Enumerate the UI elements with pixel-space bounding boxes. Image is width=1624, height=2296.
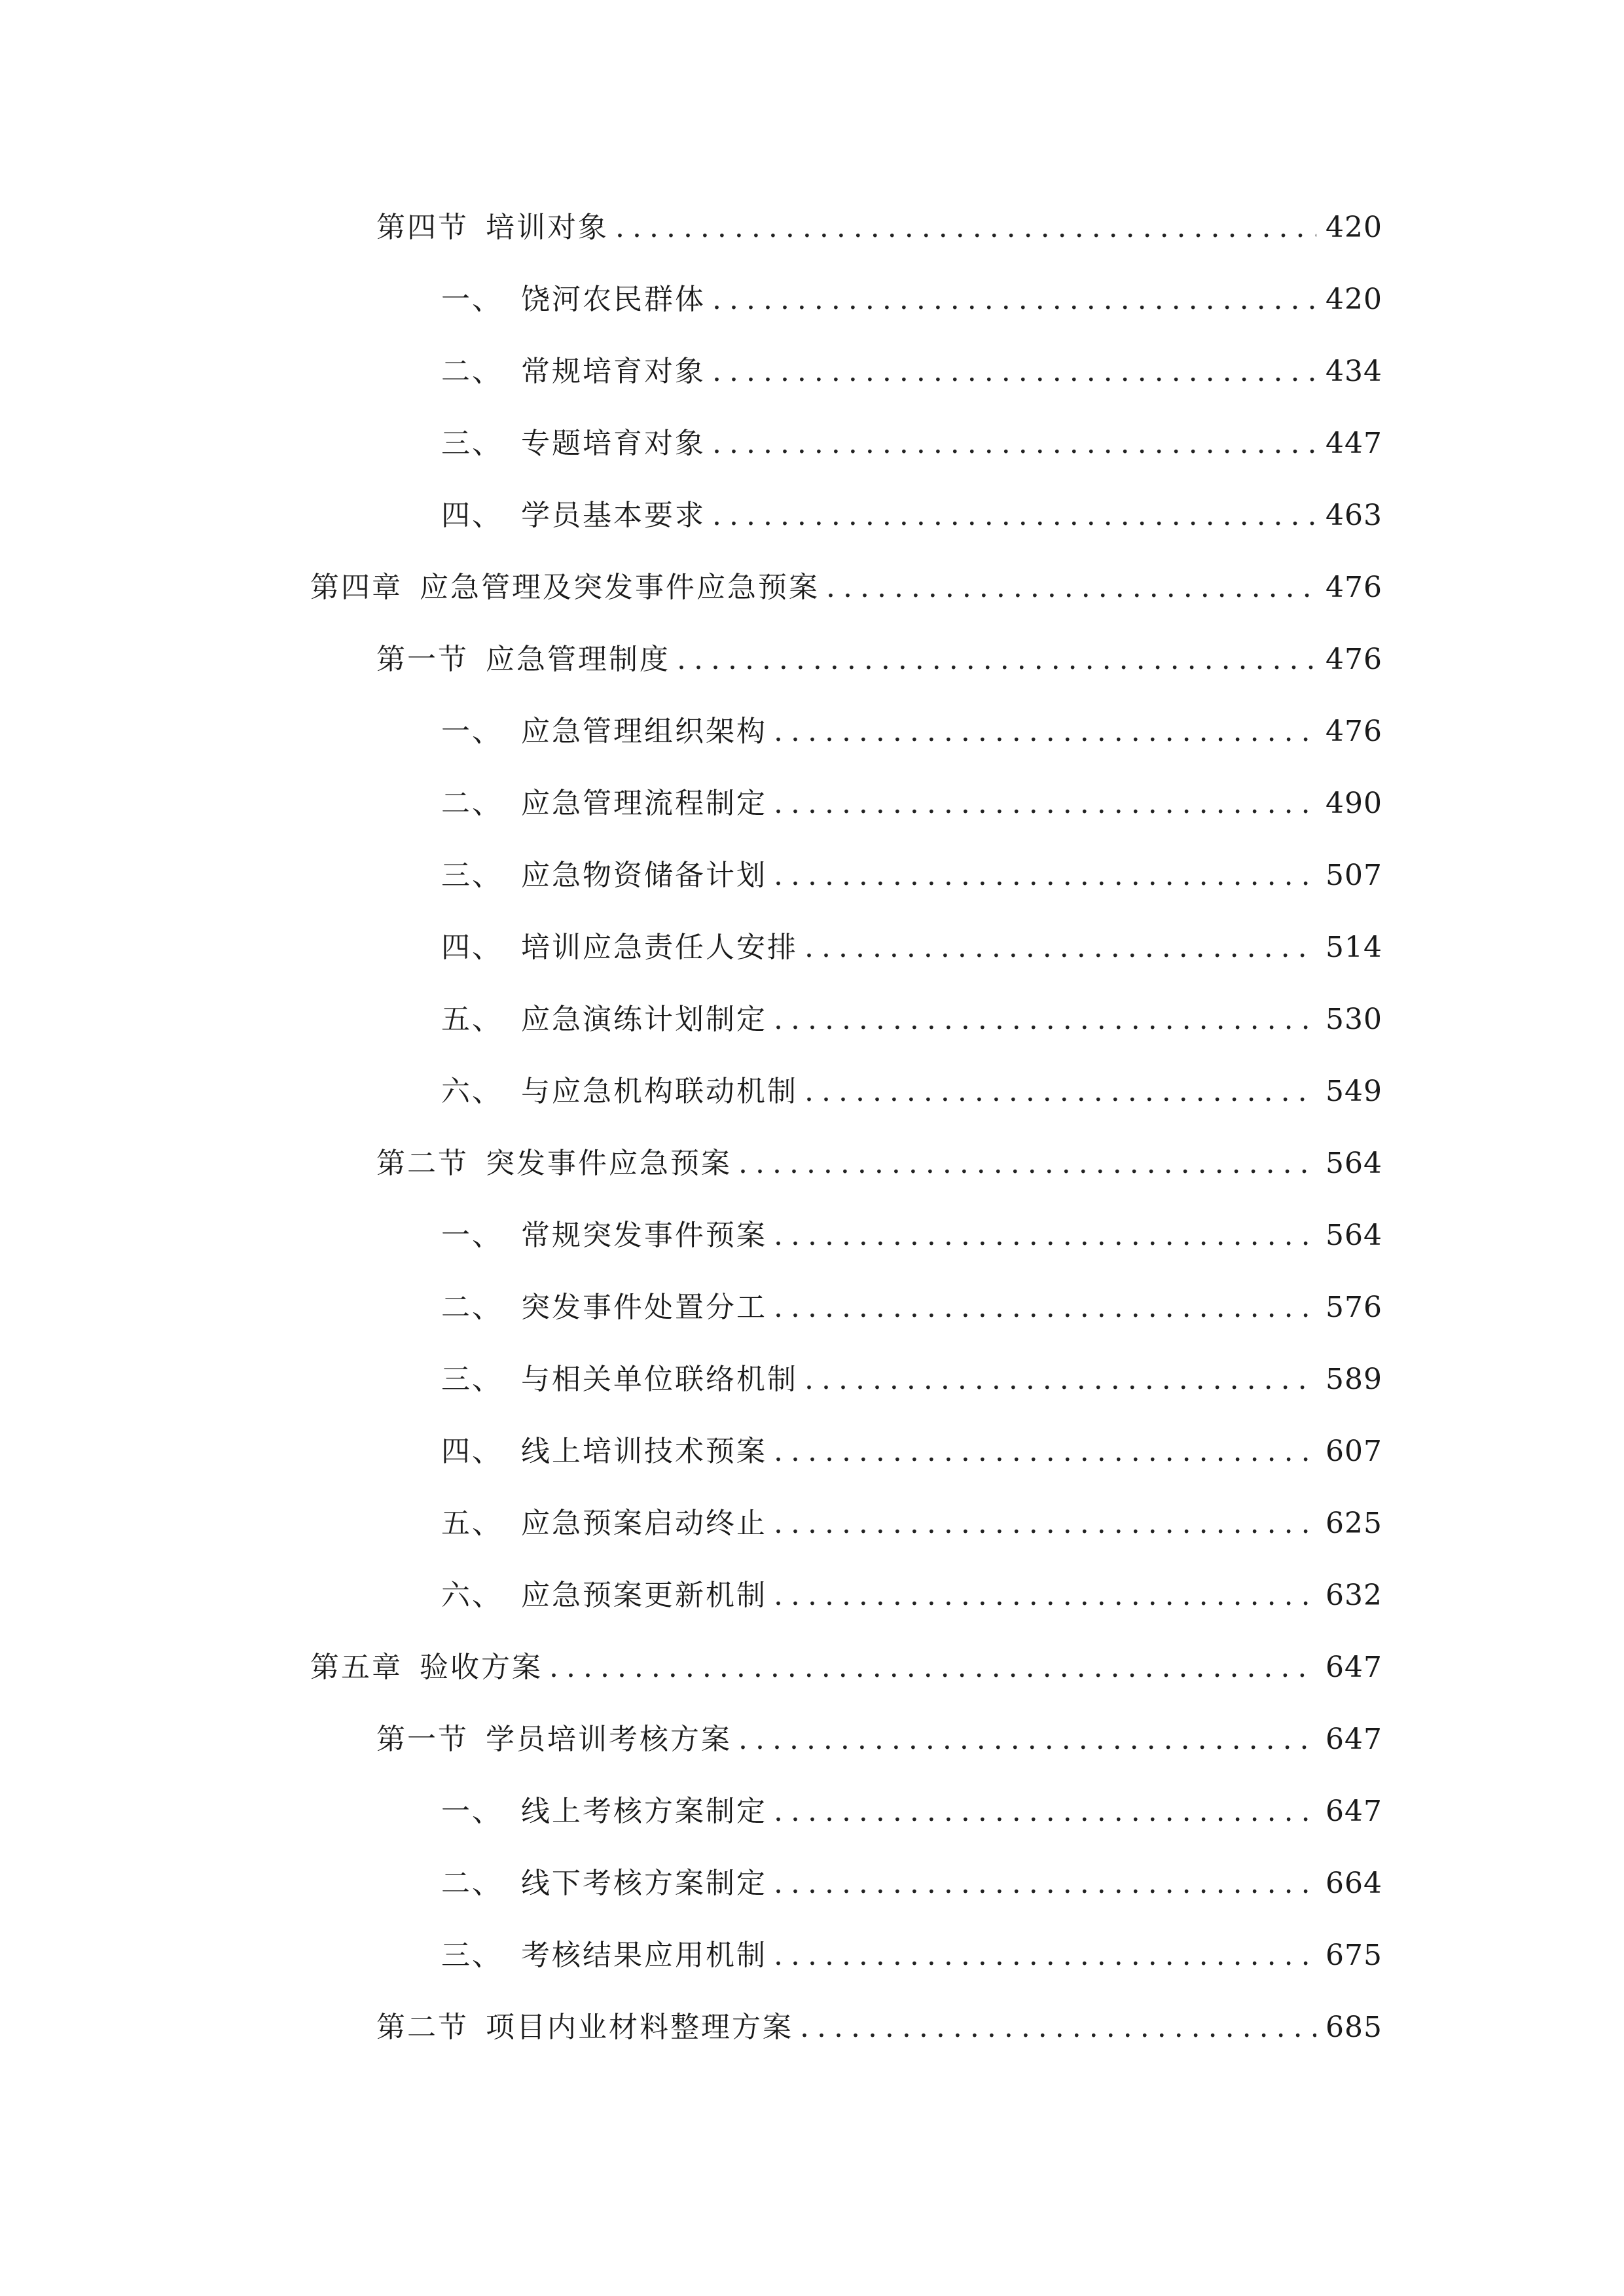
- toc-entry-item[interactable]: [441, 928, 1380, 967]
- toc-entry-number: 二、: [441, 355, 503, 388]
- toc-entry-label: [441, 1504, 767, 1543]
- toc-entry-item[interactable]: [441, 1360, 1380, 1399]
- toc-entry-number: 第一节: [376, 1723, 469, 1756]
- toc-dot-leader: [712, 496, 1316, 535]
- toc-entry-item[interactable]: [441, 1792, 1380, 1831]
- toc-entry-number: 二、: [441, 1291, 503, 1324]
- toc-entry-label: [376, 640, 670, 679]
- toc-entry-label: [441, 1072, 798, 1111]
- toc-entry-title: 应急管理及突发事件应急预案: [420, 571, 820, 604]
- toc-dot-leader: [774, 1504, 1316, 1543]
- toc-entry-title: 应急管理制度: [486, 643, 670, 676]
- toc-entry-label: [441, 856, 767, 895]
- toc-entry-label: [441, 1432, 767, 1471]
- toc-entry-section[interactable]: [376, 1720, 1380, 1759]
- toc-dot-leader: [800, 2008, 1316, 2047]
- toc-entry-title: 与相关单位联络机制: [521, 1363, 798, 1396]
- toc-entry-title: 线上考核方案制定: [521, 1795, 767, 1828]
- toc-entry-number: 六、: [441, 1579, 503, 1612]
- toc-page-number: 476: [1326, 571, 1382, 604]
- toc-dot-leader: [774, 712, 1316, 751]
- toc-entry-title: 突发事件应急预案: [486, 1147, 732, 1180]
- toc-entry-label: [441, 1936, 767, 1975]
- toc-dot-leader: [774, 1864, 1316, 1903]
- toc-entry-chapter[interactable]: [310, 568, 1380, 607]
- toc-entry-number: 一、: [441, 715, 503, 748]
- toc-dot-leader: [677, 640, 1316, 679]
- toc-page-number: 507: [1326, 859, 1382, 892]
- toc-entry-item[interactable]: [441, 1864, 1380, 1903]
- toc-page-number: 664: [1326, 1867, 1382, 1900]
- toc-entry-title: 常规突发事件预案: [521, 1219, 767, 1252]
- toc-entry-section[interactable]: [376, 1144, 1380, 1183]
- toc-entry-item[interactable]: [441, 784, 1380, 823]
- toc-dot-leader: [712, 424, 1316, 463]
- toc-entry-label: [310, 568, 820, 607]
- toc-entry-label: [441, 1288, 767, 1327]
- toc-entry-item[interactable]: [441, 280, 1380, 319]
- toc-entry-number: 四、: [441, 499, 503, 532]
- toc-page-number: 564: [1326, 1147, 1382, 1180]
- toc-entry-title: 培训对象: [486, 211, 609, 244]
- toc-entry-number: 三、: [441, 859, 503, 892]
- toc-entry-number: 二、: [441, 787, 503, 820]
- toc-page-number: 607: [1326, 1435, 1382, 1468]
- toc-entry-number: 第一节: [376, 643, 469, 676]
- toc-entry-number: 三、: [441, 1939, 503, 1972]
- toc-entry-label: [376, 1720, 732, 1759]
- toc-entry-item[interactable]: [441, 1288, 1380, 1327]
- toc-entry-label: [441, 784, 767, 823]
- toc-entry-label: [441, 1000, 767, 1039]
- toc-entry-label: [441, 928, 798, 967]
- toc-dot-leader: [826, 568, 1316, 607]
- toc-entry-label: [376, 2008, 793, 2047]
- toc-dot-leader: [774, 1576, 1316, 1615]
- toc-entry-title: 验收方案: [420, 1651, 543, 1684]
- toc-dot-leader: [712, 280, 1316, 319]
- toc-page-number: 476: [1326, 715, 1382, 748]
- toc-dot-leader: [804, 928, 1316, 967]
- toc-dot-leader: [774, 1288, 1316, 1327]
- toc-entry-title: 常规培育对象: [521, 355, 706, 388]
- toc-entry-title: 学员基本要求: [521, 499, 706, 532]
- toc-page-number: 434: [1326, 355, 1382, 388]
- toc-page-number: 490: [1326, 787, 1382, 820]
- toc-page-number: 647: [1326, 1651, 1382, 1684]
- toc-page-number: 647: [1326, 1795, 1382, 1828]
- toc-entry-title: 应急预案更新机制: [521, 1579, 767, 1612]
- toc-entry-title: 应急管理组织架构: [521, 715, 767, 748]
- toc-entry-number: 第四章: [310, 571, 403, 604]
- toc-page-number: 476: [1326, 643, 1382, 676]
- toc-entry-item[interactable]: [441, 424, 1380, 463]
- toc-entry-number: 一、: [441, 1219, 503, 1252]
- toc-entry-number: 三、: [441, 1363, 503, 1396]
- toc-entry-number: 二、: [441, 1867, 503, 1900]
- toc-entry-title: 线上培训技术预案: [521, 1435, 767, 1468]
- toc-page-number: 589: [1326, 1363, 1382, 1396]
- toc-dot-leader: [774, 1000, 1316, 1039]
- toc-entry-number: 一、: [441, 1795, 503, 1828]
- toc-entry-number: 第二节: [376, 2011, 469, 2044]
- toc-dot-leader: [774, 856, 1316, 895]
- toc-entry-label: [441, 280, 706, 319]
- toc-entry-number: 第二节: [376, 1147, 469, 1180]
- toc-entry-label: [376, 208, 609, 247]
- toc-entry-section[interactable]: [376, 2008, 1380, 2047]
- toc-entry-number: 四、: [441, 931, 503, 964]
- toc-page-number: 647: [1326, 1723, 1382, 1756]
- toc-page-number: 420: [1326, 211, 1382, 244]
- toc-dot-leader: [804, 1072, 1316, 1111]
- toc-entry-title: 应急演练计划制定: [521, 1003, 767, 1036]
- toc-entry-label: [441, 712, 767, 751]
- toc-entry-label: [441, 1216, 767, 1255]
- toc-dot-leader: [738, 1720, 1316, 1759]
- toc-entry-item[interactable]: [441, 352, 1380, 391]
- toc-entry-label: [376, 1144, 732, 1183]
- toc-entry-item[interactable]: [441, 496, 1380, 535]
- toc-entry-item[interactable]: [441, 1936, 1380, 1975]
- toc-entry-title: 应急预案启动终止: [521, 1507, 767, 1540]
- toc-entry-item[interactable]: [441, 1072, 1380, 1111]
- toc-dot-leader: [712, 352, 1316, 391]
- toc-entry-title: 线下考核方案制定: [521, 1867, 767, 1900]
- toc-entry-section[interactable]: [376, 208, 1380, 247]
- toc-entry-title: 学员培训考核方案: [486, 1723, 732, 1756]
- toc-entry-label: [441, 496, 706, 535]
- toc-entry-label: [441, 1864, 767, 1903]
- toc-entry-number: 五、: [441, 1003, 503, 1036]
- toc-entry-label: [310, 1648, 543, 1687]
- toc-dot-leader: [615, 208, 1316, 247]
- toc-dot-leader: [774, 1432, 1316, 1471]
- toc-page-number: 685: [1326, 2011, 1382, 2044]
- toc-entry-number: 六、: [441, 1075, 503, 1108]
- toc-page-number: 625: [1326, 1507, 1382, 1540]
- toc-page-number: 576: [1326, 1291, 1382, 1324]
- toc-entry-item[interactable]: [441, 1216, 1380, 1255]
- toc-entry-label: [441, 352, 706, 391]
- toc-page-number: 549: [1326, 1075, 1382, 1108]
- toc-page-number: 514: [1326, 931, 1382, 964]
- toc-page-number: 675: [1326, 1939, 1382, 1972]
- toc-entry-item[interactable]: [441, 856, 1380, 895]
- toc-page-number: 632: [1326, 1579, 1382, 1612]
- toc-entry-title: 应急物资储备计划: [521, 859, 767, 892]
- toc-dot-leader: [774, 784, 1316, 823]
- toc-entry-title: 考核结果应用机制: [521, 1939, 767, 1972]
- toc-page-number: 530: [1326, 1003, 1382, 1036]
- toc-entry-title: 应急管理流程制定: [521, 787, 767, 820]
- toc-entry-label: [441, 424, 706, 463]
- toc-page-number: 420: [1326, 283, 1382, 316]
- toc-dot-leader: [774, 1936, 1316, 1975]
- toc-entry-number: 三、: [441, 427, 503, 460]
- toc-entry-item[interactable]: [441, 1000, 1380, 1039]
- toc-entry-title: 项目内业材料整理方案: [486, 2011, 793, 2044]
- toc-entry-number: 一、: [441, 283, 503, 316]
- toc-entry-item[interactable]: [441, 1432, 1380, 1471]
- toc-entry-title: 培训应急责任人安排: [521, 931, 798, 964]
- toc-entry-title: 突发事件处置分工: [521, 1291, 767, 1324]
- toc-dot-leader: [738, 1144, 1316, 1183]
- toc-entry-number: 第五章: [310, 1651, 403, 1684]
- toc-page-number: 463: [1326, 499, 1382, 532]
- toc-dot-leader: [804, 1360, 1316, 1399]
- toc-dot-leader: [774, 1216, 1316, 1255]
- toc-entry-item[interactable]: [441, 712, 1380, 751]
- toc-entry-section[interactable]: [376, 640, 1380, 679]
- toc-entry-label: [441, 1792, 767, 1831]
- toc-entry-chapter[interactable]: [310, 1648, 1380, 1687]
- toc-entry-title: 与应急机构联动机制: [521, 1075, 798, 1108]
- toc-page-number: 564: [1326, 1219, 1382, 1252]
- toc-entry-title: 专题培育对象: [521, 427, 706, 460]
- toc-entry-item[interactable]: [441, 1504, 1380, 1543]
- toc-entry-label: [441, 1576, 767, 1615]
- toc-entry-item[interactable]: [441, 1576, 1380, 1615]
- toc-entry-number: 第四节: [376, 211, 469, 244]
- toc-entry-number: 四、: [441, 1435, 503, 1468]
- toc-dot-leader: [549, 1648, 1316, 1687]
- toc-entry-number: 五、: [441, 1507, 503, 1540]
- toc-entry-title: 饶河农民群体: [521, 283, 706, 316]
- toc-page-number: 447: [1326, 427, 1382, 460]
- toc-entry-label: [441, 1360, 798, 1399]
- toc-dot-leader: [774, 1792, 1316, 1831]
